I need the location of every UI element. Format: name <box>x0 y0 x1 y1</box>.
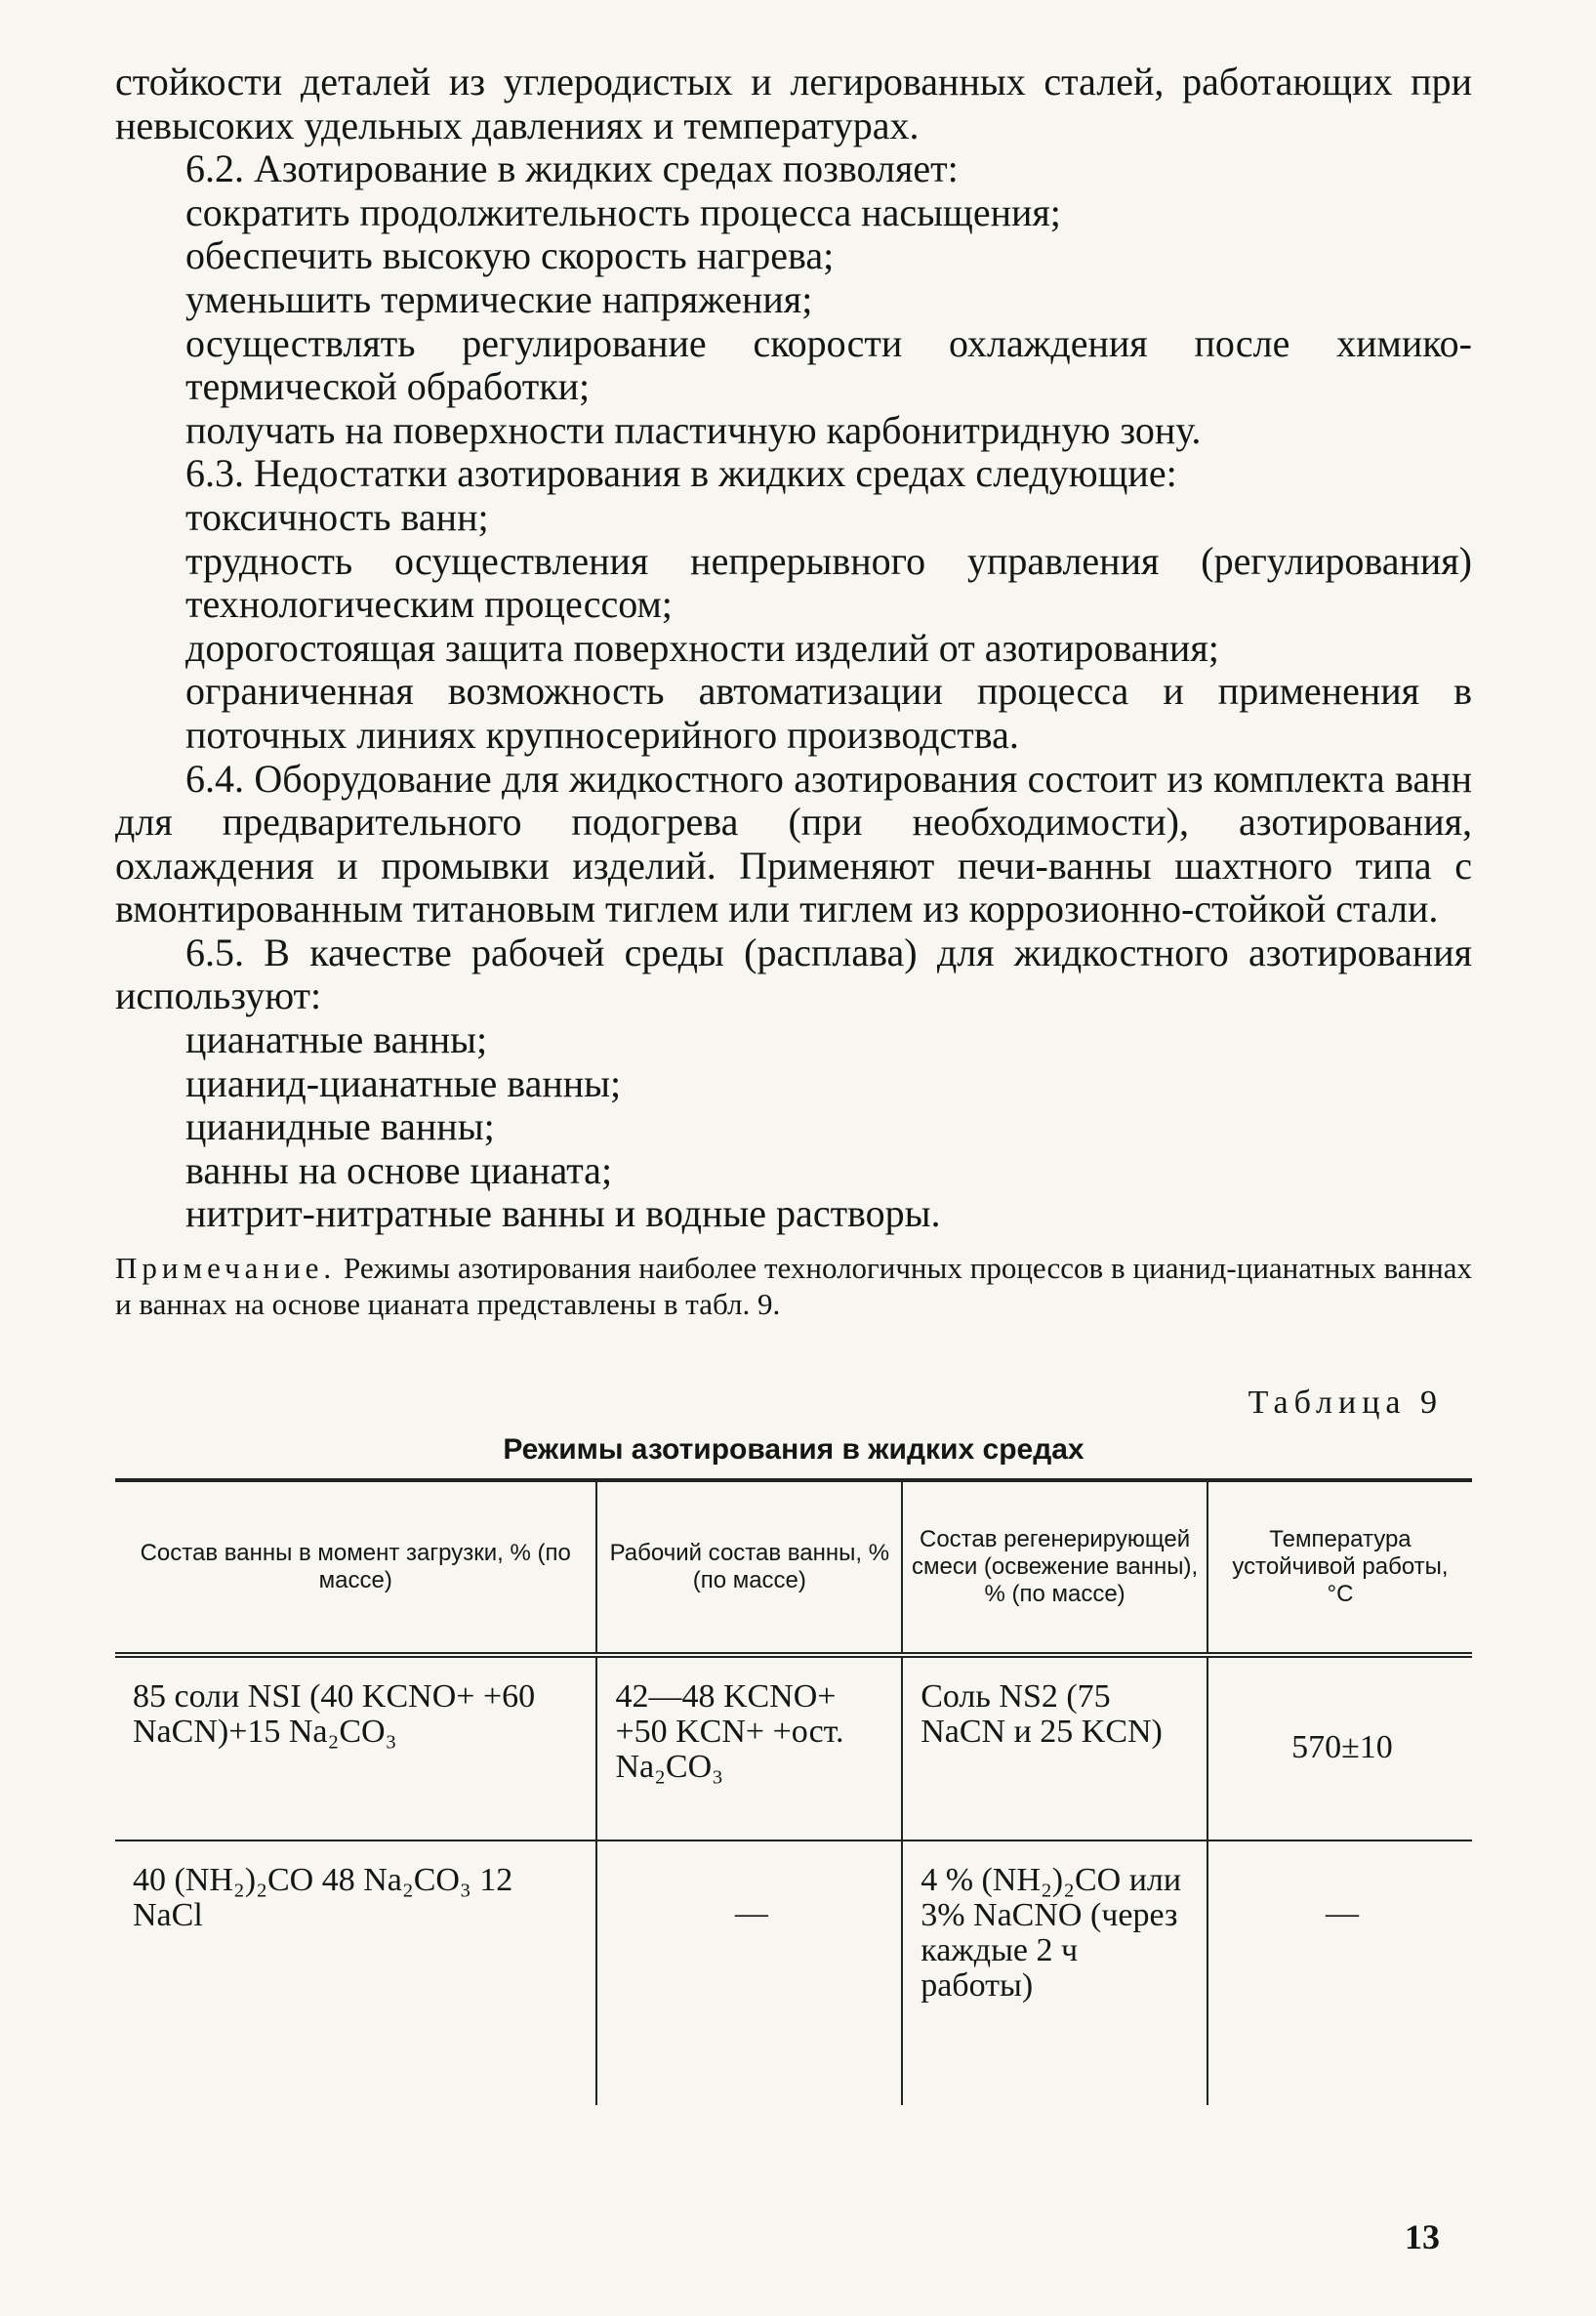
cell-bath: 85 соли NSI (40 KCNO+ +60 NaCN)+15 Na₂CO₃ <box>133 1678 536 1751</box>
paragraph: цианидные ванны; <box>185 1104 495 1149</box>
header-bath-composition: Состав ванны в момент загрузки, % (по массе) <box>140 1540 571 1594</box>
header-temperature: Температура устойчивой работы, °С <box>1207 1480 1472 1655</box>
paragraph: осуществлять регулирование скорости охлаждения после химико-термической обработки; <box>185 320 1472 409</box>
table-row <box>115 1655 1472 1840</box>
header-working-composition: Рабочий состав ванны, % (по массе) <box>596 1480 902 1655</box>
page-number: 13 <box>1405 2217 1440 2256</box>
note-text: Режимы азотирования наиболее технологичных процессов в цианид-цианатных ваннах и ваннах на основе цианата представлены в табл. 9. <box>115 1251 1472 1322</box>
modes-table <box>115 1478 1472 2105</box>
paragraph: трудность осуществления непрерывного управления (регулирования) технологическим процессом; <box>185 538 1472 627</box>
paragraph: цианатные ванны; <box>185 1017 488 1062</box>
paragraph: цианид-цианатные ванны; <box>185 1060 622 1105</box>
cell-bath: 40 (NH₂)₂CO 48 Na₂CO₃ 12 NaCl <box>133 1862 513 1934</box>
table-label: Таблица 9 <box>1248 1385 1443 1422</box>
paragraph: стойкости деталей из углеродистых и легированных сталей, работающих при невысоких удельных давлениях и температурах. <box>115 60 1472 147</box>
paragraph: ограниченная возможность автоматизации процесса и применения в поточных линиях крупносерийного производства. <box>185 669 1472 757</box>
header-regen-mixture: Состав регенерирующей смеси (освежение ванны), % (по массе) <box>902 1480 1207 1655</box>
paragraph: дорогостоящая защита поверхности изделий от азотирования; <box>185 625 1219 670</box>
body-text <box>115 61 1472 1236</box>
paragraph: получать на поверхности пластичную карбонитридную зону. <box>185 407 1202 452</box>
note <box>115 1250 1472 1322</box>
paragraph: уменьшить термические напряжения; <box>185 276 813 321</box>
paragraph: нитрит-нитратные ванны и водные растворы. <box>185 1191 941 1236</box>
document-page <box>115 61 1472 2105</box>
note-label: Примечание. <box>115 1251 337 1286</box>
cell-regen: 4 % (NH₂)₂CO или 3% NaCNO (через каждые 2 ч работы) <box>902 1840 1207 2105</box>
paragraph: токсичность ванн; <box>185 494 489 539</box>
paragraph: 6.3. Недостатки азотирования в жидких средах следующие: <box>185 451 1177 496</box>
table-row <box>115 1840 1472 2105</box>
paragraph: сократить продолжительность процесса насыщения; <box>185 189 1061 234</box>
table-title: Режимы азотирования в жидких средах <box>503 1433 1084 1467</box>
cell-regen: Соль NS2 (75 NaCN и 25 KCN) <box>902 1655 1207 1840</box>
cell-working: — <box>596 1840 902 2105</box>
table-header-row <box>115 1480 1472 1655</box>
paragraph: 6.5. В качестве рабочей среды (расплава) для жидкостного азотирования используют: <box>115 930 1472 1018</box>
paragraph: ванны на основе цианата; <box>185 1147 613 1192</box>
cell-temp: — <box>1207 1840 1472 2105</box>
cell-temp: 570±10 <box>1207 1655 1472 1840</box>
cell-working: 42—48 KCNO+ +50 KCN+ +ост. Na₂CO₃ <box>596 1655 902 1840</box>
paragraph: 6.2. Азотирование в жидких средах позволяет: <box>185 146 959 191</box>
paragraph: обеспечить высокую скорость нагрева; <box>185 233 835 278</box>
paragraph: 6.4. Оборудование для жидкостного азотирования состоит из комплекта ванн для предварительного подогрева (при необходимости), азотирования, охлаждения и промывки изделий. Применяют печи-ванны шахтного типа с вмонтированным титановым тиглем или тиглем из коррозионно-стойкой стали. <box>115 756 1472 931</box>
